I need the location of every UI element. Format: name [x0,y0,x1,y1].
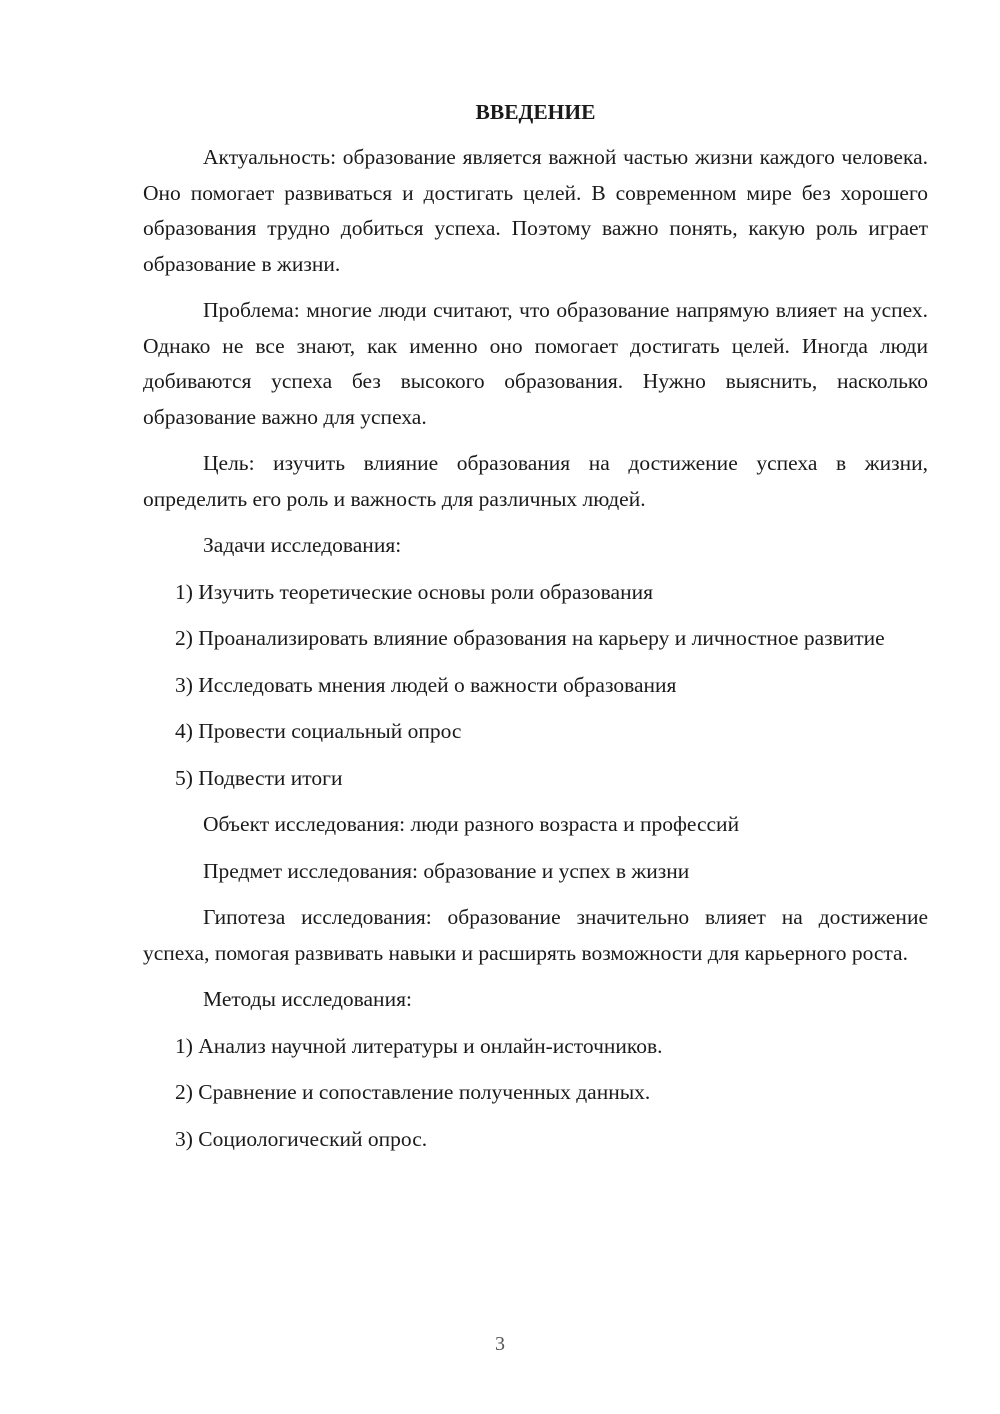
subject-paragraph: Предмет исследования: образование и успех в жизни [203,858,690,883]
document-page [143,95,928,1168]
page-number: 3 [495,1333,505,1355]
tasks-heading: Задачи исследования: [203,533,402,557]
relevance-paragraph: Актуальность: образование является важной частью жизни каждого человека. Оно помогает развиваться и достигать целей. В современном мире без хорошего образования трудно добиться успеха. Поэтому важно понять, какую роль играет образование в жизни. [143,145,928,276]
task-item: 3) Исследовать мнения людей о важности образования [175,672,677,697]
method-item: 3) Социологический опрос. [175,1126,428,1151]
goal-paragraph: Цель: изучить влияние образования на достижение успеха в жизни, определить его роль и важность для различных людей. [143,451,928,511]
page-title: ВВЕДЕНИЕ [475,100,596,124]
task-item: 4) Провести социальный опрос [175,719,462,743]
methods-heading: Методы исследования: [203,987,412,1011]
task-item: 1) Изучить теоретические основы роли образования [175,579,653,604]
problem-paragraph: Проблема: многие люди считают, что образование напрямую влияет на успех. Однако не все знают, как именно оно помогает достигать целей. Иногда люди добиваются успеха без высокого образования. Нужно выяснить, насколько образование важно для успеха. [143,298,928,429]
task-item: 2) Проанализировать влияние образования на карьеру и личностное развитие [175,626,885,650]
task-item: 5) Подвести итоги [175,765,343,790]
hypothesis-paragraph: Гипотеза исследования: образование значительно влияет на достижение успеха, помогая развивать навыки и расширять возможности для карьерного роста. [143,905,928,965]
method-item: 1) Анализ научной литературы и онлайн-источников. [175,1033,663,1058]
object-paragraph: Объект исследования: люди разного возраста и профессий [203,812,740,836]
method-item: 2) Сравнение и сопоставление полученных данных. [175,1080,651,1104]
